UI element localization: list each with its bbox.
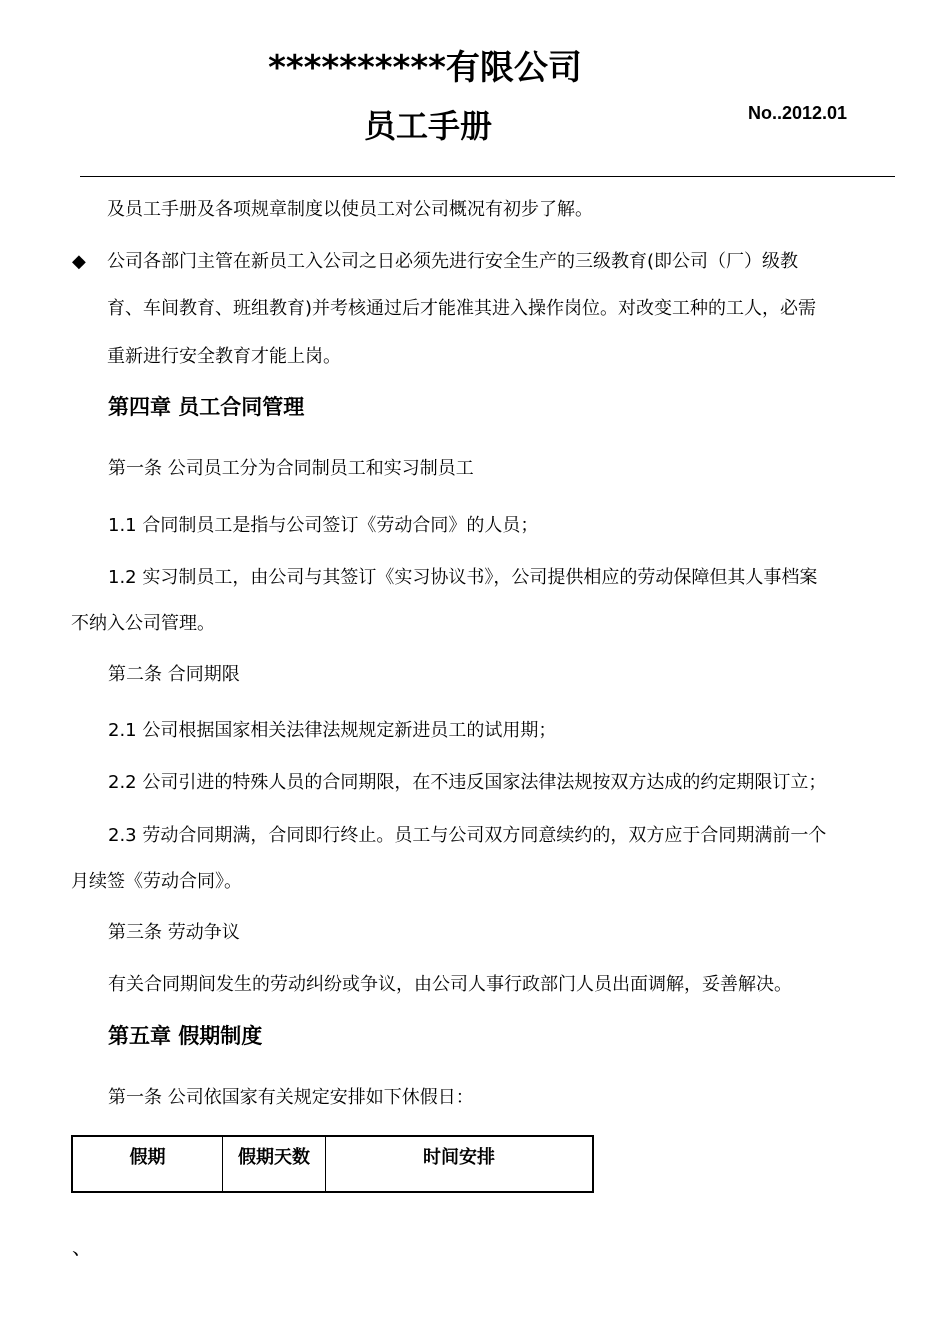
header-divider: [80, 176, 895, 177]
clause-2-3-line-1: 2.3 劳动合同期满，合同即行终止。员工与公司双方同意续约的，双方应于合同期满前一个: [108, 825, 827, 846]
bullet-line-3: 重新进行安全教育才能上岗。: [107, 346, 341, 367]
chapter-4-heading: 第四章 员工合同管理: [108, 395, 305, 419]
table-header-schedule: 时间安排: [326, 1136, 594, 1192]
chapter-4-article-1: 第一条 公司员工分为合同制员工和实习制员工: [108, 458, 474, 479]
bullet-diamond-icon: ◆: [72, 251, 86, 272]
clause-1-2-line-1: 1.2 实习制员工，由公司与其签订《实习协议书》，公司提供相应的劳动保障但其人事档案: [108, 567, 818, 588]
clause-2-3-line-2: 月续签《劳动合同》。: [71, 871, 242, 892]
clause-1-2-line-2: 不纳入公司管理。: [71, 613, 215, 634]
clause-2-1: 2.1 公司根据国家相关法律法规规定新进员工的试用期；: [108, 720, 557, 741]
chapter-4-article-2: 第二条 合同期限: [108, 664, 240, 685]
clause-1-1: 1.1 合同制员工是指与公司签订《劳动合同》的人员；: [108, 515, 539, 536]
table-header-holiday: 假期: [72, 1136, 223, 1192]
document-number: No..2012.01: [748, 103, 848, 123]
bullet-line-1: 公司各部门主管在新员工入公司之日必须先进行安全生产的三级教育(即公司（厂）级教: [107, 251, 799, 272]
table-header-row: [72, 1136, 593, 1192]
holiday-table: [71, 1135, 594, 1193]
chapter-5-article-1: 第一条 公司依国家有关规定安排如下休假日：: [108, 1087, 474, 1108]
intro-continuation: 及员工手册及各项规章制度以使员工对公司概况有初步了解。: [107, 199, 593, 220]
trailing-mark: 、: [72, 1235, 92, 1259]
manual-title: 员工手册: [363, 107, 492, 145]
table-header-days: 假期天数: [223, 1136, 326, 1192]
clause-3: 有关合同期间发生的劳动纠纷或争议，由公司人事行政部门人员出面调解，妥善解决。: [108, 974, 792, 995]
chapter-4-article-3: 第三条 劳动争议: [108, 922, 240, 943]
bullet-line-2: 育、车间教育、班组教育)并考核通过后才能准其进入操作岗位。对改变工种的工人，必需: [107, 298, 817, 319]
chapter-5-heading: 第五章 假期制度: [108, 1024, 263, 1048]
clause-2-2: 2.2 公司引进的特殊人员的合同期限，在不违反国家法律法规按双方达成的约定期限订立；: [108, 772, 827, 793]
company-title: **********有限公司: [268, 48, 582, 88]
